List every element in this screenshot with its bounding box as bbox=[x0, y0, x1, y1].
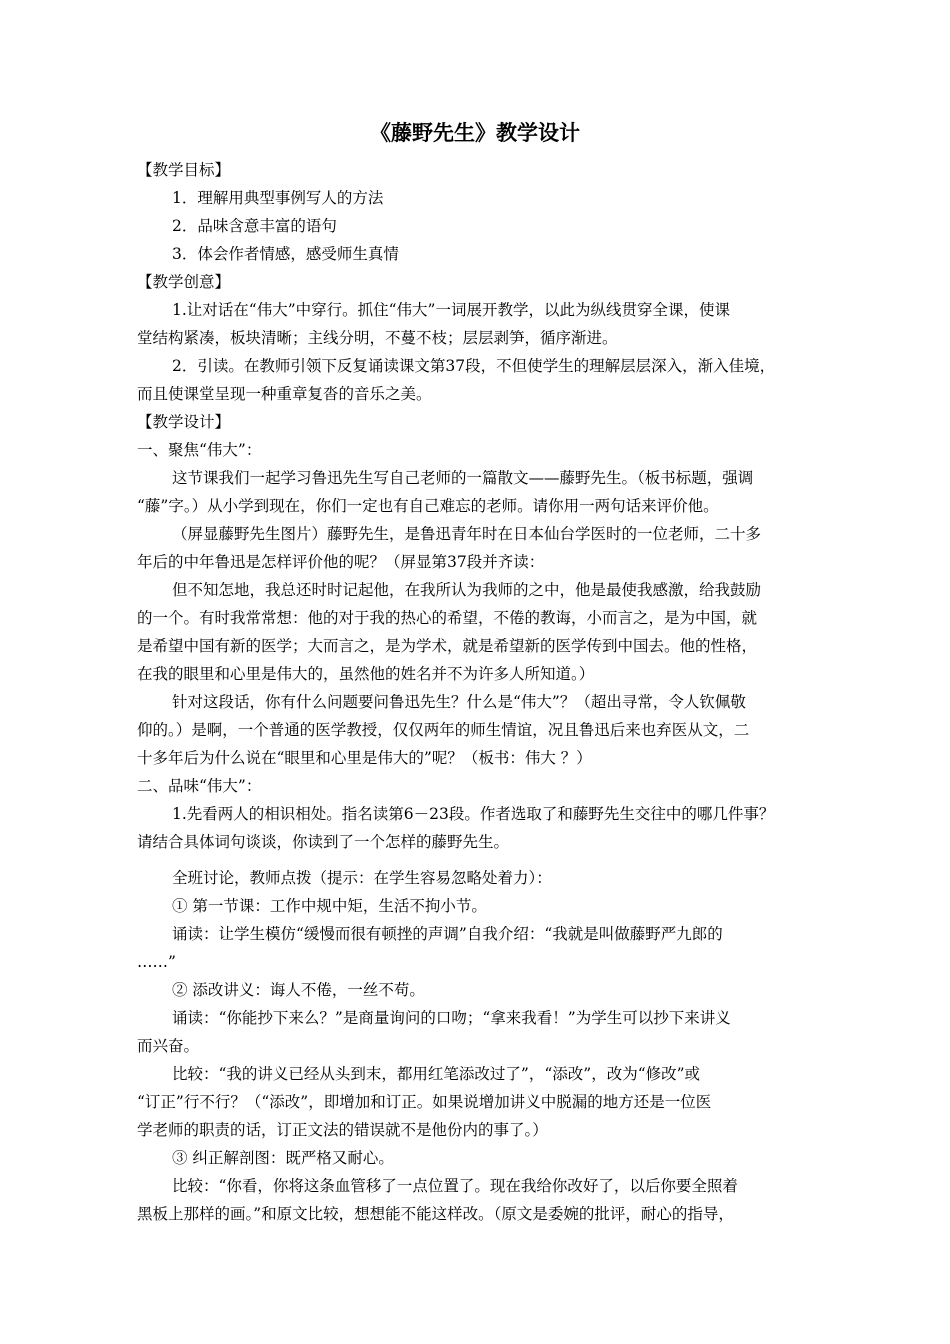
paragraph-line: 全班讨论，教师点拨（提示：在学生容易忽略处着力）： bbox=[172, 869, 552, 887]
list-item: ③ 纠正解剖图：既严格又耐心。 bbox=[172, 1149, 394, 1167]
quote-line: 在我的眼里和心里是伟大的，虽然他的姓名并不为许多人所知道。） bbox=[137, 665, 595, 683]
paragraph-line: “藤”字。）从小学到现在，你们一定也有自己难忘的老师。请你用一两句话来评价他。 bbox=[137, 497, 719, 515]
subsection-heading: 一、聚焦“伟大”： bbox=[137, 441, 262, 459]
goal-item: 2．品味含意丰富的语句 bbox=[172, 217, 337, 235]
paragraph-line: 比较：“你看，你将这条血管移了一点位置了。现在我给你改好了，以后你要全照着 bbox=[172, 1177, 738, 1195]
paragraph-line: 针对这段话，你有什么问题要问鲁迅先生？什么是“伟大”？（超出寻常，令人钦佩敬 bbox=[172, 693, 746, 711]
document-title: 《藤野先生》教学设计 bbox=[370, 120, 580, 145]
section-heading-goals: 【教学目标】 bbox=[137, 161, 231, 179]
quote-line: 是希望中国有新的医学；大而言之，是为学术，就是希望新的医学传到中国去。他的性格， bbox=[137, 637, 758, 655]
paragraph-line: 年后的中年鲁迅是怎样评价他的呢？（屏显第37段并齐读： bbox=[137, 553, 545, 571]
paragraph-line: 诵读：让学生模仿“缓慢而很有顿挫的声调”自我介绍：“我就是叫做藤野严九郎的 bbox=[172, 925, 723, 943]
paragraph-line: 1.让对话在“伟大”中穿行。抓住“伟大”一词展开教学，以此为纵线贯穿全课，使课 bbox=[172, 301, 730, 319]
paragraph-line: 堂结构紧凑，板块清晰；主线分明，不蔓不枝；层层剥笋，循序渐进。 bbox=[137, 329, 618, 347]
paragraph-line: 而且使课堂呈现一种重章复沓的音乐之美。 bbox=[137, 385, 432, 403]
paragraph-line: 十多年后为什么说在“眼里和心里是伟大的”呢？（板书：伟大 ？） bbox=[137, 749, 592, 767]
list-item: ② 添改讲义：诲人不倦，一丝不苟。 bbox=[172, 981, 425, 999]
paragraph-line: 这节课我们一起学习鲁迅先生写自己老师的一篇散文——藤野先生。（板书标题，强调 bbox=[172, 469, 754, 487]
quote-line: 但不知怎地，我总还时时记起他，在我所认为我师的之中，他是最使我感激，给我鼓励 bbox=[172, 581, 762, 599]
goal-item: 1．理解用典型事例写人的方法 bbox=[172, 189, 384, 207]
paragraph-line: 而兴奋。 bbox=[137, 1037, 200, 1055]
paragraph-line: “订正”行不行？（“添改”，即增加和订正。如果说增加讲义中脱漏的地方还是一位医 bbox=[137, 1093, 712, 1111]
subsection-heading: 二、品味“伟大”： bbox=[137, 777, 262, 795]
list-item: ① 第一节课：工作中规中矩，生活不拘小节。 bbox=[172, 897, 487, 915]
section-heading-design: 【教学设计】 bbox=[137, 413, 231, 431]
paragraph-line: 1.先看两人的相识相处。指名读第6－23段。作者选取了和藤野先生交往中的哪几件事？ bbox=[172, 805, 775, 823]
paragraph-line: 请结合具体词句谈谈，你读到了一个怎样的藤野先生。 bbox=[137, 833, 510, 851]
paragraph-line: 2．引读。在教师引领下反复诵读课文第37段，不但使学生的理解层层深入，渐入佳境， bbox=[172, 357, 776, 375]
paragraph-line: 黑板上那样的画。”和原文比较，想想能不能这样改。（原文是委婉的批评，耐心的指导， bbox=[137, 1205, 734, 1223]
section-heading-creativity: 【教学创意】 bbox=[137, 273, 231, 291]
paragraph-line: （屏显藤野先生图片）藤野先生，是鲁迅青年时在日本仙台学医时的一位老师，二十多 bbox=[172, 525, 762, 543]
goal-item: 3．体会作者情感，感受师生真情 bbox=[172, 245, 399, 263]
quote-line: 的一个。有时我常常想：他的对于我的热心的希望，不倦的教诲，小而言之，是为中国，就 bbox=[137, 609, 758, 627]
paragraph-line: 诵读：“你能抄下来么？”是商量询问的口吻；“拿来我看！”为学生可以抄下来讲义 bbox=[172, 1009, 731, 1027]
paragraph-line: 学老师的职责的话，订正文法的错误就不是他份内的事了。） bbox=[137, 1121, 548, 1139]
paragraph-line: ……” bbox=[137, 953, 176, 971]
paragraph-line: 比较：“我的讲义已经从头到末，都用红笔添改过了”，“添改”，改为“修改”或 bbox=[172, 1065, 701, 1083]
paragraph-line: 仰的。）是啊，一个普通的医学教授，仅仅两年的师生情谊，况且鲁迅后来也弃医从文，二 bbox=[137, 721, 750, 739]
